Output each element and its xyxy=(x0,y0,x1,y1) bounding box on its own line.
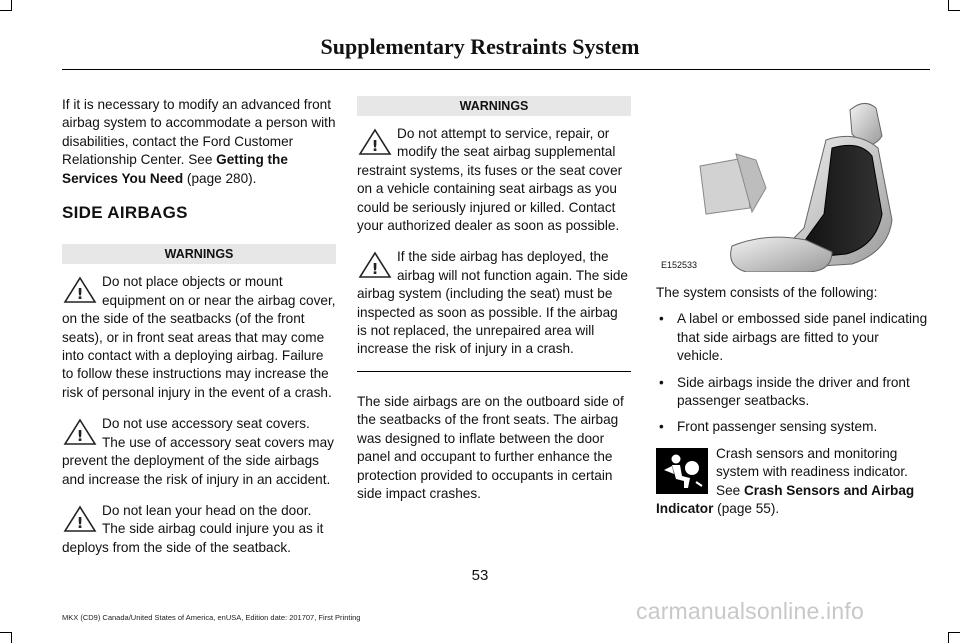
crash-sensors-link[interactable]: Crash Sensors and Airbag Indicator xyxy=(656,482,915,517)
body-paragraph: The side airbags are on the outboard side of the seatbacks of the front seats. The airbag was designed to inflate between the door panel and occupant to further enhance the protection provided to occupants in certain side impact crashes. xyxy=(357,393,624,501)
warning-triangle-icon xyxy=(62,417,98,447)
warning-triangle-icon xyxy=(357,250,393,280)
indicator-paragraph: Crash sensors and monitoring system with readiness indicator. See Crash Sensors and Airbag Indicator (page 55). xyxy=(656,445,915,517)
airbag-indicator-icon xyxy=(656,448,708,494)
warning-item: ! If the side airbag has deployed, the airbag will not function again. The side airbag system (including the seat) must be inspected as soon as possible. If the airbag is not replaced, the unrepaired area will increase the risk of injury in a crash. xyxy=(357,248,631,371)
crop-mark-top-right-v xyxy=(948,0,949,11)
list-item: • Front passenger sensing system. xyxy=(656,418,928,436)
warning-triangle-icon xyxy=(62,504,98,534)
crop-mark-bottom-right-h xyxy=(948,632,960,633)
warnings-header: WARNINGS xyxy=(357,96,631,116)
warning-triangle-icon xyxy=(62,275,98,305)
page-title: Supplementary Restraints System xyxy=(320,34,640,59)
figure-code: E152533 xyxy=(661,260,698,270)
component-list xyxy=(656,310,928,436)
side-airbag-seat-illustration xyxy=(656,96,928,272)
list-item: • A label or embossed side panel indicating that side airbags are fitted to your vehicle. xyxy=(656,310,928,365)
crop-mark-top-left-v xyxy=(11,0,12,11)
edition-footer: MKX (CD9) Canada/United States of America, enUSA, Edition date: 201707, First Printing xyxy=(62,613,361,622)
services-link[interactable]: Getting the Services You Need xyxy=(62,152,288,186)
warnings-header: WARNINGS xyxy=(62,244,336,264)
list-item: • Side airbags inside the driver and front passenger seatbacks. xyxy=(656,374,928,411)
column-right xyxy=(656,284,928,518)
svg-text:!: ! xyxy=(76,285,84,304)
section-heading: SIDE AIRBAGS xyxy=(62,203,188,223)
column-middle xyxy=(357,96,631,517)
warning-triangle-icon xyxy=(357,127,393,157)
warning-item: ! Do not attempt to service, repair, or modify the seat airbag supplemental restraint systems, its fuses or the seat cover on a vehicle containing seat airbags as you could be seriously injured or killed. Contact your authorized dealer as soon as possible. xyxy=(357,126,623,234)
intro-paragraph: If it is necessary to modify an advanced front airbag system to accommodate a person with disabilities, contact the Ford Customer Relationship Center. See Getting the Services You Need (page 280). xyxy=(62,97,336,186)
crop-mark-bottom-left-v xyxy=(11,632,12,643)
svg-text:!: ! xyxy=(76,427,84,446)
page-number: 53 xyxy=(471,567,489,584)
warning-item: ! Do not use accessory seat covers. The use of accessory seat covers may prevent the deployment of the side airbags and increase the risk of injury in an accident. xyxy=(62,416,334,487)
list-intro: The system consists of the following: xyxy=(656,285,878,300)
column-left xyxy=(62,96,336,570)
header-rule xyxy=(62,69,930,70)
crop-mark-bottom-right-v xyxy=(948,632,949,643)
watermark: carmanualsonline.info xyxy=(636,598,864,624)
warning-item: ! Do not place objects or mount equipment on or near the airbag cover, on the side of the seatbacks (of the front seats), or in front seat areas that may come into contact with a deploying airbag. Failure to follow these instructions may increase the risk of personal injury in the event of a crash. xyxy=(62,274,336,400)
svg-text:!: ! xyxy=(371,137,379,155)
crop-mark-top-right-h xyxy=(948,10,960,11)
svg-text:!: ! xyxy=(76,513,84,532)
warning-item: ! Do not lean your head on the door. The side airbag could injure you as it deploys from the side of the seatback. xyxy=(62,502,324,555)
svg-text:!: ! xyxy=(371,260,379,279)
